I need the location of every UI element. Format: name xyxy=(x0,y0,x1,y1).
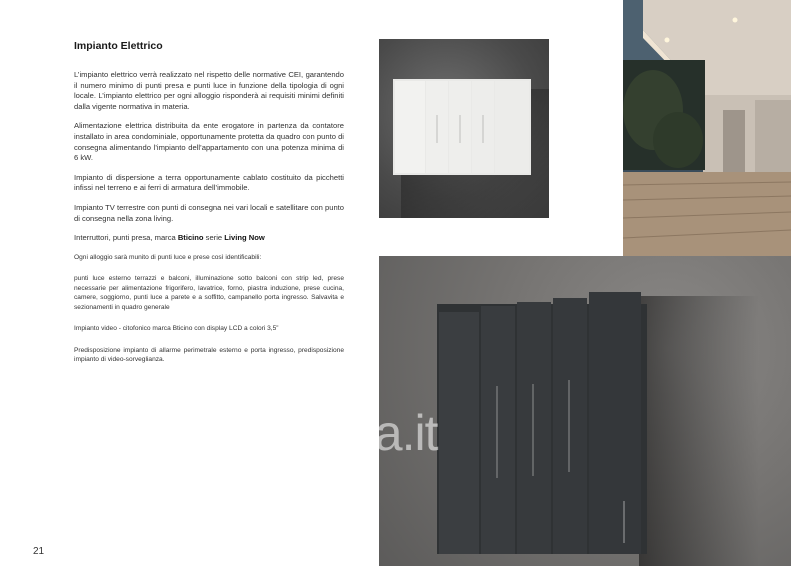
terrace-drawing xyxy=(623,0,791,256)
detail-video-intercom: Impianto video - citofonico marca Bticino con display LCD a colori 3,5” xyxy=(74,325,279,333)
text-column xyxy=(74,40,344,377)
dark-switch-photo xyxy=(379,256,791,566)
dark-switch-drawing xyxy=(379,256,791,566)
detail-alarm: Predisposizione impianto di allarme perimetrale esterno e porta ingresso, predisposizione impianto di video-sorveglianza. xyxy=(74,346,344,364)
paragraph-general: L’impianto elettrico verrà realizzato nel rispetto delle normative CEI, garantendo il numero minimo di punti presa e punti luce in funzione della tipologia di ogni locale. L’impianto elettrico per ogni alloggio risponderà ai requisiti minimi definiti dalla vigente normativa in materia. xyxy=(74,70,344,111)
terrace-photo xyxy=(623,0,791,256)
white-switch-drawing xyxy=(379,39,549,218)
paragraph-switches xyxy=(74,233,344,244)
detail-intro: Ogni alloggio sarà munito di punti luce e prese così identificabili: xyxy=(74,253,262,261)
section-title: Impianto Elettrico xyxy=(74,40,163,52)
detail-points-list: punti luce esterno terrazzi e balconi, illuminazione sotto balconi con strip led, prese necessarie per alimentazione frigorifero, lavatrice, forno, piastra induzione, prese cucina, camere, soggiorno, punti luce a parete e a soffitto, campanello porta ingresso. Salvavita e sezionamenti in quadro generale xyxy=(74,275,344,311)
page-number: 21 xyxy=(33,546,45,557)
watermark-text: casa.it xyxy=(300,405,438,461)
switch-prefix: Interruttori, punti presa, marca xyxy=(74,233,178,243)
switch-series: Living Now xyxy=(224,233,265,243)
switch-middle: serie xyxy=(203,233,225,243)
paragraph-tv: Impianto TV terrestre con punti di consegna nei vari locali e satellitare con punto di consegna nella zona living. xyxy=(74,202,344,223)
white-switch-photo xyxy=(379,39,549,218)
paragraph-grounding: Impianto di dispersione a terra opportunamente cablato costituito da picchetti infissi nel terreno e ai ferri di armatura dell’immobile. xyxy=(74,172,344,193)
switch-brand: Bticino xyxy=(177,233,204,243)
paragraph-power-supply: Alimentazione elettrica distribuita da ente erogatore in partenza da contatore installato in area condominiale, opportunamente protetta da quadro con punto di consegna alimentando l’impianto dell’appartamento con una potenza minima di 6 kW. xyxy=(74,121,344,163)
